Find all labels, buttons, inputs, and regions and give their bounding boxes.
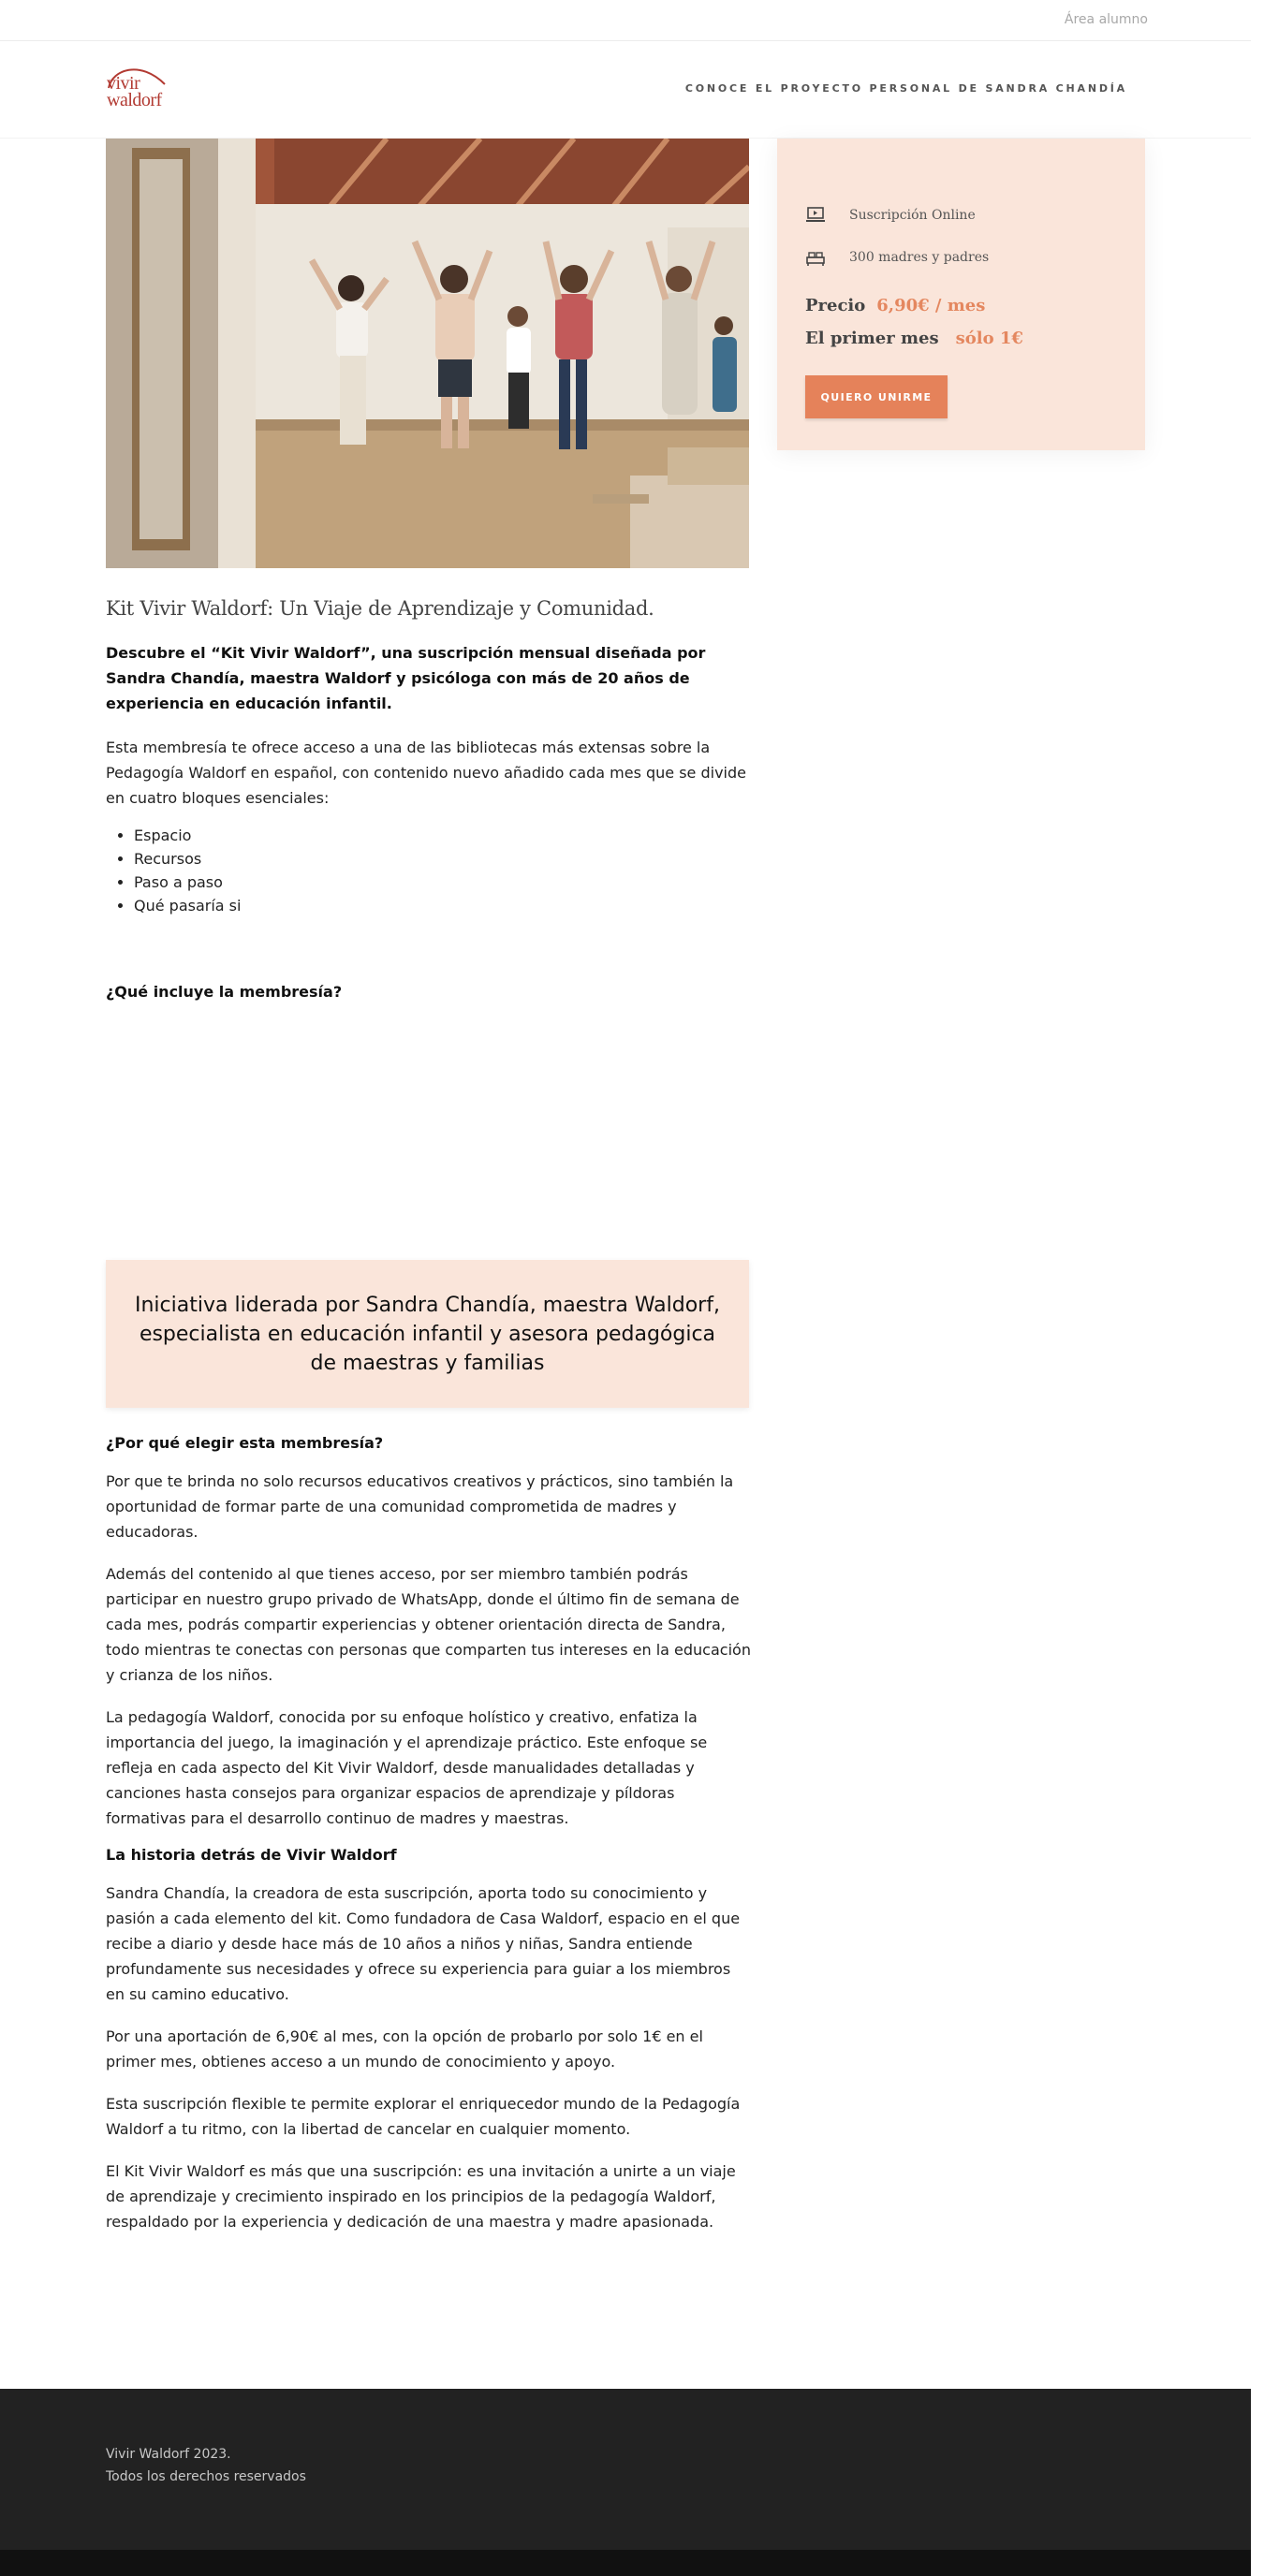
why-paragraph-2: Además del contenido al que tienes acceso, por ser miembro también podrás participar en nuestro grupo privado de WhatsApp, donde el último fin de semana de cada mes, podrás compartir experiencias y obtener orientación directa de Sandra, todo mientras te conectas con personas que comparten tus intereses en la educación y crianza de los niños. [106,1565,751,1684]
subscription-panel [777,139,1145,450]
list-item: • Qué pasaría si [134,894,749,917]
closing-paragraph: El Kit Vivir Waldorf es más que una suscripción: es una invitación a unirte a un viaje de aprendizaje y crecimiento inspirado en los principios de la pedagogía Waldorf, respaldado por la experiencia y dedicación de una maestra y madre apasionada. [106,2162,736,2231]
hero-photo-dancing-women [106,139,749,568]
footer-bottom-bar [0,2550,1251,2576]
first-month-value: sólo 1€ [955,329,1023,348]
feature-online-label: Suscripción Online [849,208,976,223]
list-item: • Recursos [134,847,749,871]
why-paragraph-1: Por que te brinda no solo recursos educativos creativos y prácticos, sino también la oportunidad de formar parte de una comunidad comprometida de madres y educadoras. [106,1472,734,1541]
why-section [106,1434,752,2234]
site-header [0,41,1251,139]
blocks-list [106,824,749,917]
history-paragraph-1: Sandra Chandía, la creadora de esta suscripción, aporta todo su conocimiento y pasión a cada elemento del kit. Como fundadora de Casa Waldorf, espacio en el que recibe a diario y desde hace más de 10 años a niños y niñas, Sandra entiende profundamente sus necesidades y ofrece su experiencia para guiar a los miembros en su camino educativo. [106,1884,741,2003]
list-item: • Espacio [134,824,749,847]
student-area-link[interactable]: Área alumno [1064,12,1148,27]
vivir-waldorf-logo[interactable] [103,62,172,116]
history-heading: La historia detrás de Vivir Waldorf [106,1846,397,1864]
initiative-callout [106,1260,749,1408]
bed-icon [805,248,826,267]
callout-text: Iniciativa liderada por Sandra Chandía, maestra Waldorf, especialista en educación infantil y asesora pedagógica de maestras y familias [135,1293,720,1375]
feature-parents-label: 300 madres y padres [849,250,990,265]
first-month-label: El primer mes [805,329,939,348]
join-button[interactable]: QUIERO UNIRME [805,375,948,418]
flexibility-paragraph: Esta suscripción flexible te permite explorar el enriquecedor mundo de la Pedagogía Waldorf a tu ritmo, con la libertad de cancelar en cualquier momento. [106,2095,741,2138]
laptop-icon [805,206,826,225]
feature-online [805,206,976,225]
top-bar [0,0,1251,41]
intro-paragraph: Esta membresía te ofrece acceso a una de las bibliotecas más extensas sobre la Pedagogía Waldorf en español, con contenido nuevo añadido cada mes que se divide en cuatro bloques esenciales: [106,739,746,807]
list-item: • Paso a paso [134,871,749,894]
first-month-row [805,329,1023,348]
footer-copyright: Vivir Waldorf 2023. [106,2447,231,2462]
logo-line-1: vivir [107,73,140,94]
nav-project-link[interactable]: CONOCE EL PROYECTO PERSONAL DE SANDRA CHANDÍA [684,82,1127,95]
main-content [106,139,749,1001]
page-title: Kit Vivir Waldorf: Un Viaje de Aprendizaje y Comunidad. [106,597,654,620]
logo-line-2: waldorf [107,90,162,110]
why-paragraph-3: La pedagogía Waldorf, conocida por su enfoque holístico y creativo, enfatiza la importancia del juego, la imaginación y el aprendizaje práctico. Este enfoque se refleja en cada aspecto del Kit Vivir Waldorf, desde manualidades detalladas y canciones hasta consejos para organizar espacios de aprendizaje y píldoras formativas para el desarrollo continuo de madres y maestras. [106,1708,708,1827]
site-footer [0,2389,1251,2550]
feature-parents [805,248,989,267]
price-row [805,296,985,315]
logo-wordmark [107,75,162,109]
why-heading: ¿Por qué elegir esta membresía? [106,1434,384,1452]
footer-rights: Todos los derechos reservados [106,2469,306,2484]
price-label: Precio [805,296,866,315]
includes-heading: ¿Qué incluye la membresía? [106,983,343,1001]
hero-photo [106,139,749,568]
price-paragraph: Por una aportación de 6,90€ al mes, con la opción de probarlo por solo 1€ en el primer mes, obtienes acceso a un mundo de conocimiento y apoyo. [106,2027,703,2071]
lead-paragraph: Descubre el “Kit Vivir Waldorf”, una suscripción mensual diseñada por Sandra Chandía, maestra Waldorf y psicóloga con más de 20 años de experiencia en educación infantil. [106,644,706,712]
price-value: 6,90€ / mes [876,296,986,315]
